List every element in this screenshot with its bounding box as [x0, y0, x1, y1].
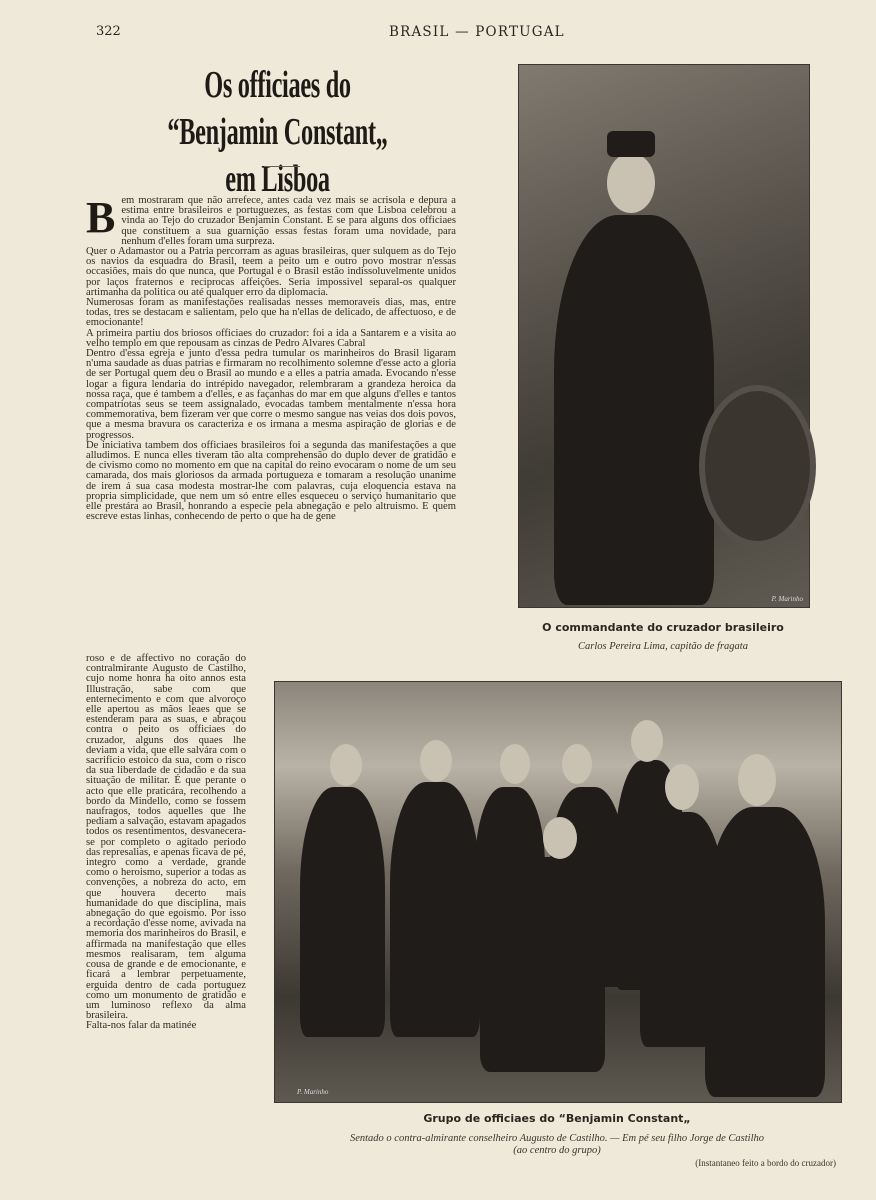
- commander-portrait-photo: [518, 64, 810, 608]
- title-line-1: Os officiaes do “Benjamin Constant„: [167, 64, 388, 153]
- officer-figure: [390, 782, 480, 1037]
- running-header: BRASIL — PORTUGAL: [389, 24, 565, 40]
- photo2-credit: (Instantaneo feito a bordo do cruzador): [695, 1158, 836, 1168]
- paragraph-3: Numerosas foram as manifestações realisadas nesses memoraveis dias, mas, entre todas, tres se destacam e salientam, pelo que ha n'ellas de delicado, de affectuoso, e de emocionante!: [86, 297, 456, 329]
- page-number: 322: [96, 24, 121, 39]
- photo2-subcaption-line-1: Sentado o contra-almirante conselheiro Augusto de Castilho. — Em pé seu filho Jorge de Castilho: [349, 1133, 765, 1144]
- article-body-column: [86, 193, 456, 523]
- paragraph-5: Dentro d'essa egreja e junto d'essa pedra tumular os marinheiros do Brasil ligaram n'uma saudade as duas patrias e firmaram no recolhimento solemne d'esse acto a gloria de ser Portugal quem deu o Brasil ao mundo e a elles a patria amada. Evocando n'esse logar a figura lendaria do intrépido navegador, relembraram a grandeza heroica da nossa raça, que é tambem a d'elles, e as façanhas do mar em que alguns d'elles e tantos compatriotas seus se teem assignalado, evocadas tambem mentalmente n'essa hora commemorativa, bem fizeram ver que corre o mesmo sangue nas veias dos dois povos, que a mesma bravura os caracteriza e os irmana a mesma aspiração de glorias e de progressos.: [86, 348, 456, 441]
- paragraph-6: De iniciativa tambem dos officiaes brasileiros foi a segunda das manifestações a que alludimos. E nunca elles tiveram tão alta comprehensão do duplo dever de gratidão e de civismo como no momento em que na capital do reino evocaram o nome de um seu camarada, dos mais gloriosos da armada portugueza e tomaram a resolução unanime de irem á sua casa modesta mostrar-lhe com palavras, cuja eloquencia estava na propria simplicidade, que nem um só entre elles esqueceu o serviço humanitario que elle prestára ao Brasil, honrando a especie pela abnegação e pelo altruismo. E quem escreve estas linhas, conhecendo de perto o que ha de gene: [86, 439, 456, 523]
- photo2-subcaption-line-2: (ao centro do grupo): [513, 1145, 601, 1156]
- paragraph-1-text: em mostraram que não arrefece, antes cada vez mais se acrisola e depura a estima entre brasileiros e portuguezes, as festas com que Lisboa celebrou a vinda ao Tejo do cruzador Benjamin Constant. E se para alguns dos officiaes que constituem a sua guarnição essas festas foram uma novidade, para nenhum d'elles foram uma surpreza.: [121, 195, 456, 247]
- paragraph-1: [86, 193, 456, 247]
- paragraph-7: roso e de affectivo no coração do contralmirante Augusto de Castilho, cujo nome honra ha oito annos esta Illustração, sabe com que enternecimento e com que alvoroço elle apertou as mãos leaes que se estenderam para as suas, e abraçou contra o peito os officiaes do cruzador, alguns dos quaes lhe deviam a vida, que elle salvára com o sacrificio estoico da sua, com o risco da sua liberdade de cidadão e da sua situação de militar. É que perante o acto que elle praticára, recolhendo a bordo da Mindello, como se fossem naufragos, todos aquelles que lhe pediam a salvação, estavam apagados todos os resentimentos, desvanecera-se por completo o agitado periodo das represalias, e apenas ficava de pé, integro como a verdade, grande como o heroismo, superior a todas as convenções, a nobreza do acto, em que houvera decerto mais humanidade do que disciplina, mais abnegação do que egoismo. Por isso a recordação d'esse nome, avivada na memoria dos marinheiros do Brasil, e affirmada na manifestação que elles mesmos realisaram, tem alguma cousa de grande e de emocionante, e ficará a lembrar perpetuamente, erguida dentro de cada portuguez como um monumento de gratidão e um luminoso reflexo da alma brasileira.: [86, 653, 246, 1022]
- rope-coil: [699, 385, 816, 547]
- officer-head: [330, 744, 362, 786]
- photo2-subcaption: [274, 1133, 840, 1157]
- photo1-signature: P. Marinho: [771, 595, 803, 603]
- photo2-caption: Grupo de officiaes do “Benjamin Constant„: [423, 1112, 691, 1125]
- photo1-subcaption: Carlos Pereira Lima, capitão de fragata: [578, 641, 748, 652]
- admiral-head: [543, 817, 577, 859]
- drop-cap: B: [86, 193, 116, 242]
- officer-head: [420, 740, 452, 782]
- paragraph-4: A primeira partiu dos briosos officiaes do cruzador: foi a ida a Santarem e a visita ao velho templo em que repousam as cinzas de Pedro Alvares Cabral: [86, 327, 456, 349]
- article-body-narrow-column: [86, 654, 246, 1032]
- commander-cap: [607, 131, 655, 157]
- paragraph-8: Falta-nos falar da matinée: [86, 1020, 197, 1032]
- officer-figure: [705, 807, 825, 1097]
- officers-group-photo: [274, 681, 842, 1103]
- officer-head: [631, 720, 663, 762]
- officer-head: [562, 744, 592, 784]
- officer-head: [500, 744, 530, 784]
- officer-figure: [300, 787, 385, 1037]
- article-title: [158, 62, 398, 203]
- photo2-signature: P. Marinho: [297, 1088, 329, 1096]
- title-divider: [264, 166, 300, 167]
- officer-head: [665, 764, 699, 810]
- officer-head: [738, 754, 776, 806]
- admiral-seated-figure: [480, 857, 605, 1072]
- commander-head: [607, 153, 655, 213]
- title-line-2: em Lisboa: [225, 158, 330, 200]
- photo1-caption: O commandante do cruzador brasileiro: [542, 621, 784, 634]
- paragraph-2: Quer o Adamastor ou a Patria percorram as aguas brasileiras, quer sulquem as do Tejo os navios da esquadra do Brasil, teem a peito um e outro povo mostrar n'essas occasiões, mais do que nunca, que Portugal e o Brasil estão indissoluvelmente unidos por laços fraternos e reciprocas affeições. Seria impossivel separal-os qualquer artimanha da politica ou até qualquer erro da diplomacia.: [86, 246, 456, 298]
- commander-figure: [554, 215, 714, 605]
